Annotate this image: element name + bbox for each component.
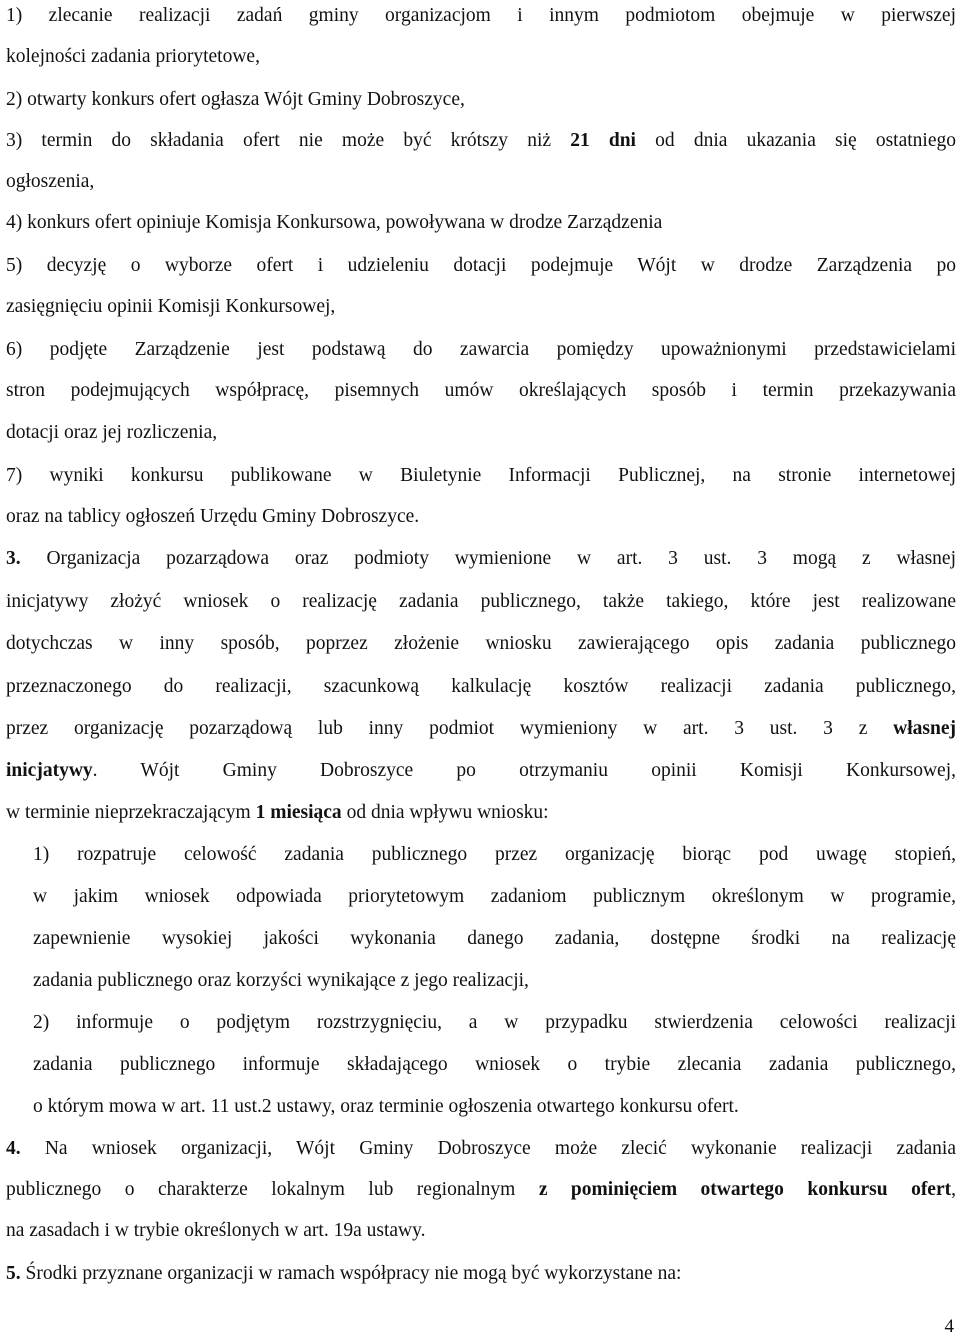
section-3-line: [6, 631, 956, 657]
text-line: 2) otwarty konkurs ofert ogłasza Wójt Gminy Dobroszyce,: [6, 89, 465, 110]
text-line: stron podejmujących współpracę, pisemnych umów określających sposób i termin przekazywania: [6, 380, 956, 401]
text-line: 5) decyzję o wyborze ofert i udzieleniu dotacji podejmuje Wójt w drodze Zarządzenia po: [6, 255, 956, 276]
text-line: zapewnienie wysokiej jakości wykonania danego zadania, dostępne środki na realizację: [33, 928, 956, 949]
sub-item-1-cont: [33, 968, 956, 994]
text-line: 4) konkurs ofert opiniuje Komisja Konkursowa, powoływana w drodze Zarządzenia: [6, 212, 663, 233]
text-line: inicjatywy złożyć wniosek o realizację zadania publicznego, także takiego, które jest realizowane: [6, 591, 956, 612]
bold-text: inicjatywy: [6, 760, 93, 781]
bold-text: z pominięciem otwartego konkursu ofert: [538, 1179, 952, 1200]
text-line: w terminie nieprzekraczającym: [6, 802, 251, 823]
text-line: ,: [951, 1179, 956, 1200]
sub-item-2-cont: [33, 1094, 956, 1120]
section-4-line: [6, 1177, 956, 1203]
text-line: w jakim wniosek odpowiada priorytetowym zadaniom publicznym określonym w programie,: [33, 886, 956, 907]
text-line: zadania publicznego oraz korzyści wynikające z jego realizacji,: [33, 970, 529, 991]
section-4-line: [6, 1218, 956, 1244]
section-3-line: [6, 800, 956, 826]
text-line: 1) rozpatruje celowość zadania publicznego przez organizację biorąc pod uwagę stopień,: [33, 844, 956, 865]
sub-item-1: [33, 842, 956, 868]
text-line: dotychczas w inny sposób, poprzez złożenie wniosku zawierającego opis zadania publicznego: [6, 633, 956, 654]
page-number: 4: [944, 1316, 954, 1337]
text-line: Środki przyznane organizacji w ramach współpracy nie mogą być wykorzystane na:: [25, 1263, 682, 1284]
list-item-3: [6, 128, 956, 154]
section-5: [6, 1261, 956, 1287]
section-3-line: [6, 716, 956, 742]
section-4: [6, 1136, 956, 1162]
section-number: 4.: [6, 1138, 21, 1159]
list-item-5-cont: [6, 294, 956, 320]
list-item-1: [6, 3, 956, 29]
bold-text: 21 dni: [570, 130, 636, 151]
text-line: oraz na tablicy ogłoszeń Urzędu Gminy Dobroszyce.: [6, 506, 420, 527]
list-item-1-cont: [6, 44, 956, 70]
section-3-line: [6, 758, 956, 784]
text-line: przez organizację pozarządową lub inny podmiot wymieniony w art. 3 ust. 3 z: [6, 718, 868, 739]
text-line: ogłoszenia,: [6, 171, 95, 192]
section-number: 3.: [6, 548, 21, 569]
list-item-3-cont: [6, 169, 956, 195]
list-item-7: [6, 463, 956, 489]
section-number: 5.: [6, 1263, 21, 1284]
text-line: Organizacja pozarządowa oraz podmioty wymienione w art. 3 ust. 3 mogą z własnej: [46, 548, 957, 569]
section-3-line: [6, 589, 956, 615]
text-line: Na wniosek organizacji, Wójt Gminy Dobroszyce może zlecić wykonanie realizacji zadania: [44, 1138, 957, 1159]
sub-item-1-cont: [33, 884, 956, 910]
bold-text: własnej: [893, 718, 957, 739]
text-line: od dnia ukazania się ostatniego: [655, 130, 956, 151]
bold-text: 1 miesiąca: [255, 802, 342, 823]
list-item-7-cont: [6, 504, 956, 530]
sub-item-2: [33, 1010, 956, 1036]
text-line: 3) termin do składania ofert nie może być krótszy niż: [6, 130, 552, 151]
text-line: kolejności zadania priorytetowe,: [6, 46, 260, 67]
text-line: 2) informuje o podjętym rozstrzygnięciu, a w przypadku stwierdzenia celowości realizacji: [33, 1012, 956, 1033]
text-line: na zasadach i w trybie określonych w art. 19a ustawy.: [6, 1220, 426, 1241]
text-line: od dnia wpływu wniosku:: [346, 802, 549, 823]
list-item-6: [6, 337, 956, 363]
list-item-4: [6, 210, 956, 236]
list-item-5: [6, 253, 956, 279]
section-3: [6, 546, 956, 572]
text-line: zadania publicznego informuje składającego wniosek o trybie zlecania zadania publicznego,: [33, 1054, 956, 1075]
text-line: przeznaczonego do realizacji, szacunkową kalkulację kosztów realizacji zadania publicznego,: [6, 676, 956, 697]
text-line: . Wójt Gminy Dobroszyce po otrzymaniu opinii Komisji Konkursowej,: [92, 760, 956, 781]
text-line: dotacji oraz jej rozliczenia,: [6, 422, 218, 443]
text-line: 6) podjęte Zarządzenie jest podstawą do zawarcia pomiędzy upoważnionymi przedstawicielami: [6, 339, 956, 360]
sub-item-2-cont: [33, 1052, 956, 1078]
text-line: 7) wyniki konkursu publikowane w Biuletynie Informacji Publicznej, na stronie internetowej: [6, 465, 956, 486]
text-line: 1) zlecanie realizacji zadań gminy organizacjom i innym podmiotom obejmuje w pierwszej: [6, 5, 956, 26]
text-line: o którym mowa w art. 11 ust.2 ustawy, oraz terminie ogłoszenia otwartego konkursu ofert.: [33, 1096, 739, 1117]
list-item-2: [6, 87, 956, 113]
sub-item-1-cont: [33, 926, 956, 952]
list-item-6-cont: [6, 420, 956, 446]
list-item-6-cont: [6, 378, 956, 404]
text-line: publicznego o charakterze lokalnym lub regionalnym: [6, 1179, 516, 1200]
section-3-line: [6, 674, 956, 700]
text-line: zasięgnięciu opinii Komisji Konkursowej,: [6, 296, 336, 317]
